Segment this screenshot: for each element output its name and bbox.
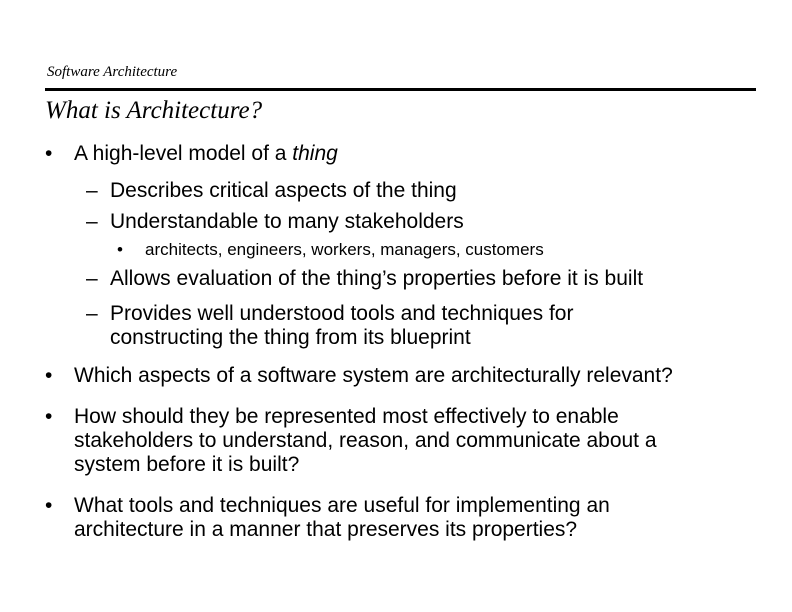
- bullet-text: system before it is built?: [74, 453, 300, 476]
- dash-marker: –: [86, 210, 98, 233]
- bullet-marker: •: [45, 142, 53, 165]
- bullet-marker: •: [45, 405, 53, 428]
- sub-item-text: Allows evaluation of the thing’s properties before it is built: [110, 267, 644, 290]
- sub-item-text: Provides well understood tools and techniques for: [110, 302, 574, 325]
- dash-marker: –: [86, 179, 98, 202]
- emphasis-text: thing: [292, 142, 338, 165]
- bullet-text: What tools and techniques are useful for implementing an: [74, 494, 610, 517]
- bullet-marker: •: [45, 494, 53, 517]
- dash-marker: –: [86, 302, 98, 325]
- sub-item-text: Describes critical aspects of the thing: [110, 179, 457, 202]
- bullet-text: Which aspects of a software system are architecturally relevant?: [74, 364, 673, 387]
- small-bullet-marker: •: [117, 240, 123, 259]
- sub-item-text: Understandable to many stakeholders: [110, 210, 464, 233]
- sub-sub-item-text: architects, engineers, workers, managers, customers: [145, 240, 544, 259]
- bullet-text: architecture in a manner that preserves its properties?: [74, 518, 578, 541]
- bullet-text: stakeholders to understand, reason, and communicate about a: [74, 429, 657, 452]
- slide-title: What is Architecture?: [45, 97, 263, 124]
- sub-item-text: constructing the thing from its blueprint: [110, 326, 471, 349]
- dash-marker: –: [86, 267, 98, 290]
- bullet-text: A high-level model of a thing: [74, 142, 338, 165]
- slide-header: Software Architecture: [47, 64, 178, 80]
- header-divider: [45, 88, 756, 91]
- bullet-marker: •: [45, 364, 53, 387]
- bullet-text: How should they be represented most effectively to enable: [74, 405, 619, 428]
